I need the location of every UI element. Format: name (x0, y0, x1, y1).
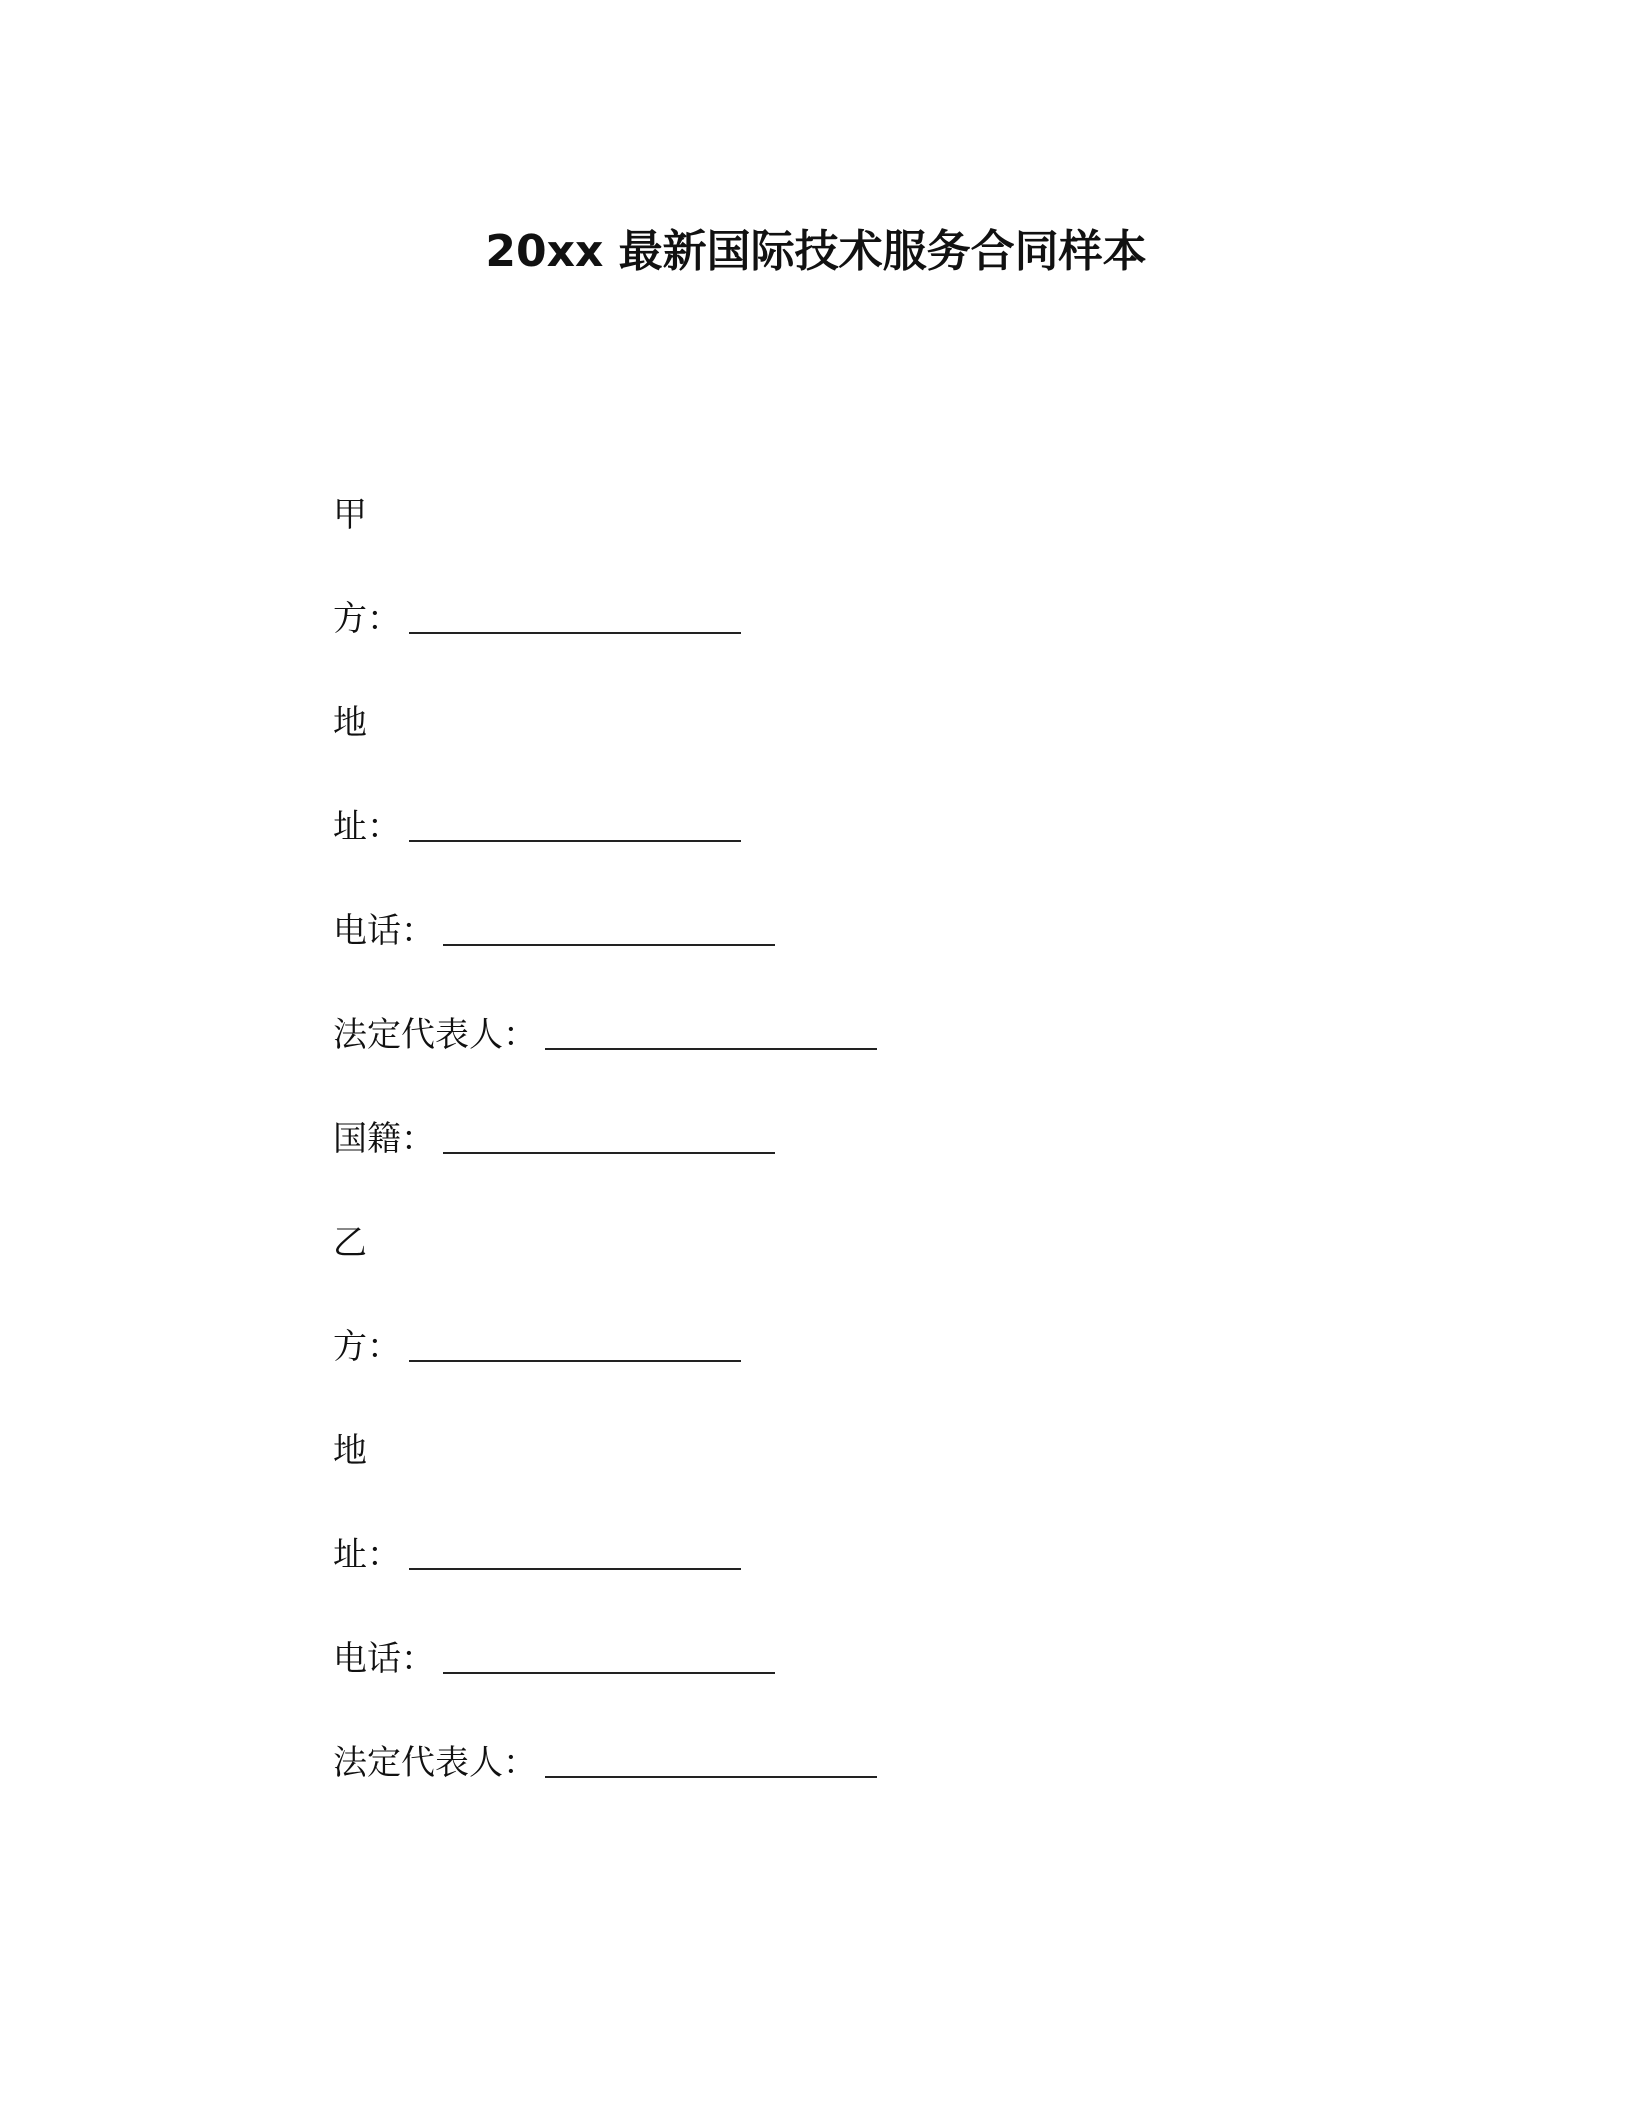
fill-in-blank[interactable] (409, 594, 741, 634)
party-info-section (333, 490, 1333, 1842)
line-party-b-legal-rep (333, 1738, 1333, 1842)
line-party-a-phone (333, 906, 1333, 1010)
line-party-a-address (333, 802, 1333, 906)
fill-in-blank[interactable] (409, 1322, 741, 1362)
line-label: 乙 (333, 1223, 367, 1263)
line-label: 电话： (333, 911, 435, 951)
line-label: 法定代表人： (333, 1015, 537, 1055)
line-label: 址： (333, 1535, 401, 1575)
document-title: 20xx 最新国际技术服务合同样本 (485, 226, 1147, 277)
line-label: 地 (333, 1431, 367, 1471)
line-label: 址： (333, 807, 401, 847)
line-party-b-address-char (333, 1426, 1333, 1530)
line-label: 国籍： (333, 1119, 435, 1159)
line-label: 地 (333, 703, 367, 743)
fill-in-blank[interactable] (545, 1010, 877, 1050)
line-label: 甲 (333, 495, 367, 535)
line-label: 方： (333, 1327, 401, 1367)
line-party-a-name (333, 594, 1333, 698)
fill-in-blank[interactable] (443, 1634, 775, 1674)
line-party-a-nationality (333, 1114, 1333, 1218)
line-label: 电话： (333, 1639, 435, 1679)
fill-in-blank[interactable] (409, 802, 741, 842)
line-party-b-address (333, 1530, 1333, 1634)
line-party-a-legal-rep (333, 1010, 1333, 1114)
line-party-b-phone (333, 1634, 1333, 1738)
fill-in-blank[interactable] (443, 906, 775, 946)
line-party-b-name (333, 1322, 1333, 1426)
fill-in-blank[interactable] (545, 1738, 877, 1778)
line-party-a-char (333, 490, 1333, 594)
line-party-b-char (333, 1218, 1333, 1322)
line-label: 法定代表人： (333, 1743, 537, 1783)
line-label: 方： (333, 599, 401, 639)
line-party-a-address-char (333, 698, 1333, 802)
fill-in-blank[interactable] (409, 1530, 741, 1570)
fill-in-blank[interactable] (443, 1114, 775, 1154)
